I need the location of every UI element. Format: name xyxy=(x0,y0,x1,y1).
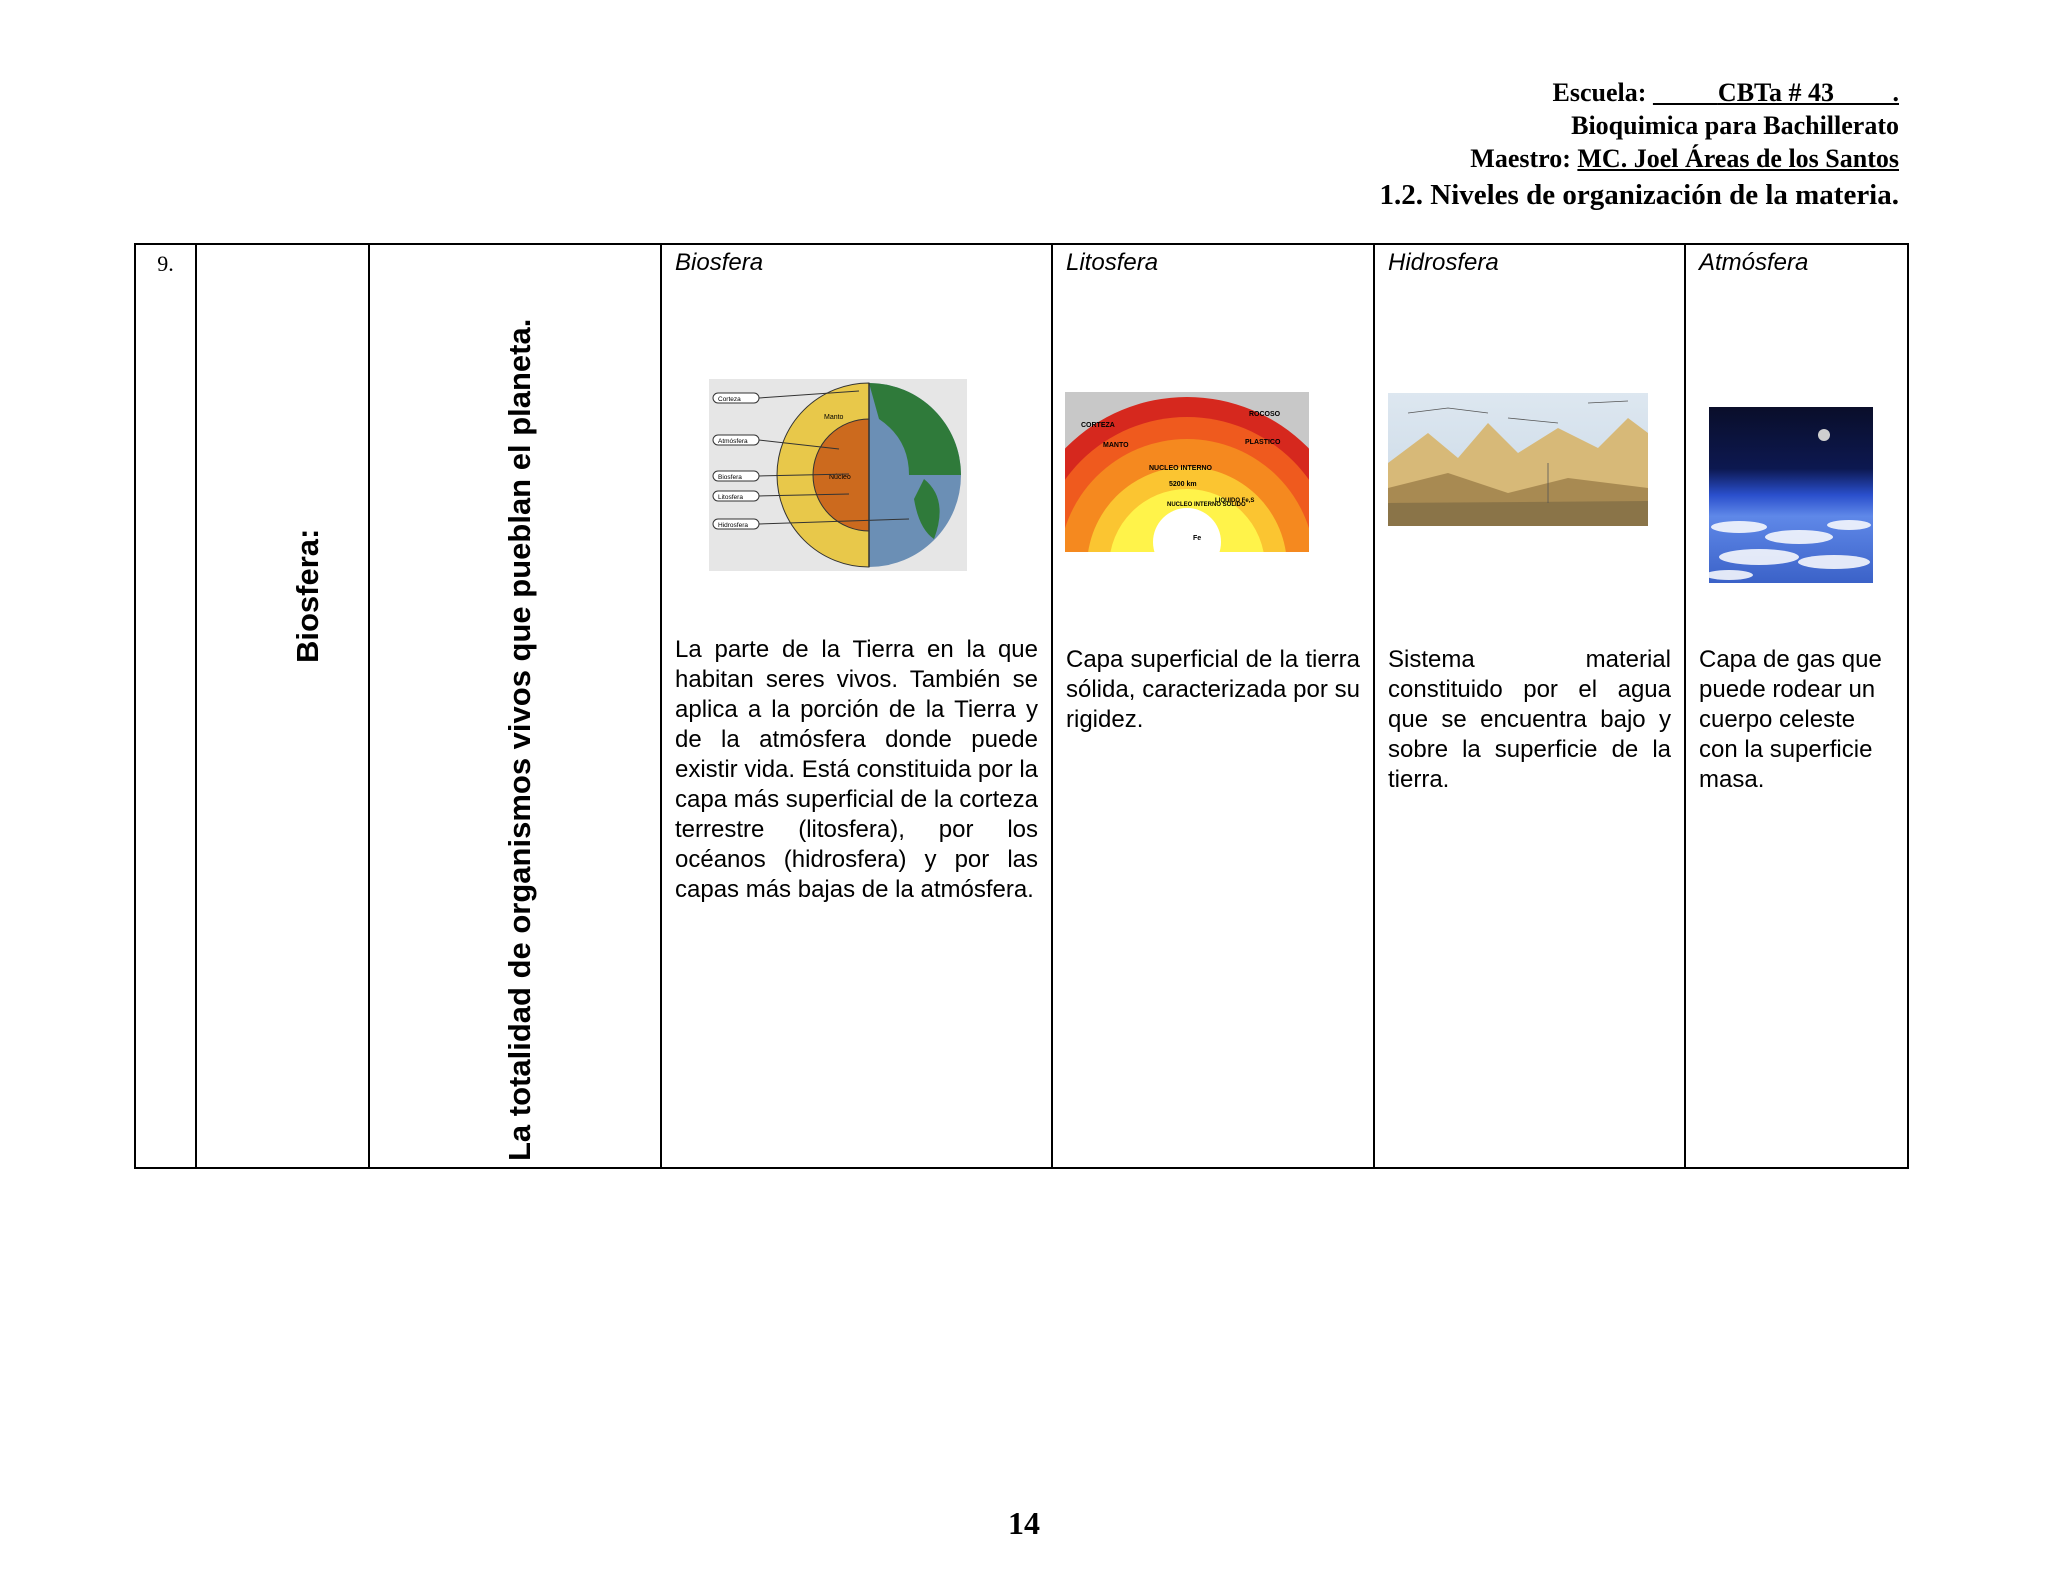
table-row xyxy=(135,244,1908,1168)
col-litosfera xyxy=(1052,244,1374,1168)
earth-core-image xyxy=(1065,392,1309,552)
subject-line: Bioquimica para Bachillerato xyxy=(1571,111,1899,140)
col-hidrosfera-title: Hidrosfera xyxy=(1388,249,1499,276)
liquido-label: LIQUIDO Fe,S xyxy=(1215,498,1255,504)
fe-label: Fe xyxy=(1193,535,1202,542)
nucleo-solido-label: NUCLEO INTERNO SOLIDO xyxy=(1167,502,1246,508)
row-number: 9. xyxy=(135,244,196,1168)
litosfera-label: Litosfera xyxy=(718,494,743,501)
school-label: Escuela: xyxy=(1552,78,1647,107)
col-biosfera-text: La parte de la Tierra en la que habitan seres vivos. También se aplica a la porción de la Tierra y de la atmósfera donde puede existir vida. Está constituida por la capa más superficial de la corteza terrestre (litosfera), por los océanos (hidrosfera) y por las capas más bajas de la atmósfera. xyxy=(675,636,1038,903)
teacher-value: MC. Joel Áreas de los Santos xyxy=(1577,144,1899,173)
teacher-label: Maestro: xyxy=(1470,144,1571,173)
hidrosfera-label: Hidrosfera xyxy=(718,522,748,529)
row-name: Biosfera: xyxy=(290,528,325,663)
nucleo-interno-label: NUCLEO INTERNO xyxy=(1149,465,1212,472)
school-value: CBTa # 43 . xyxy=(1717,78,1899,107)
col-biosfera xyxy=(661,244,1052,1168)
atmosfera-label: Atmósfera xyxy=(718,438,748,445)
manto-label: Manto xyxy=(824,414,844,421)
col-hidrosfera-text: Sistema material constituido por el agua que se encuentra bajo y sobre la superficie de la tierra. xyxy=(1388,646,1671,793)
km-label: 5200 km xyxy=(1169,481,1197,488)
document-header xyxy=(1380,76,1900,215)
rocoso-label: ROCOSO xyxy=(1249,411,1281,418)
col-atmosfera xyxy=(1685,244,1908,1168)
atmosphere-image xyxy=(1709,407,1873,583)
earth-layers-image xyxy=(709,379,967,571)
col-atmosfera-text: Capa de gas que puede rodear un cuerpo celeste con la superficie masa. xyxy=(1699,646,1882,793)
plastico-label: PLASTICO xyxy=(1245,439,1281,446)
row-name-cell xyxy=(196,244,369,1168)
section-title: 1.2. Niveles de organización de la materia. xyxy=(1379,179,1899,211)
teacher-line xyxy=(1380,142,1900,175)
row-definition-cell xyxy=(369,244,661,1168)
col-litosfera-text: Capa superficial de la tierra sólida, caracterizada por su rigidez. xyxy=(1066,646,1360,733)
nucleo-label: Núcleo xyxy=(829,474,851,481)
col-hidrosfera xyxy=(1374,244,1685,1168)
col-litosfera-title: Litosfera xyxy=(1066,249,1159,276)
corteza-core-label: CORTEZA xyxy=(1081,422,1115,429)
school-line xyxy=(1380,76,1900,109)
manto-core-label: MANTO xyxy=(1103,442,1129,449)
col-biosfera-title: Biosfera xyxy=(675,249,764,276)
page-number: 14 xyxy=(1008,1505,1040,1541)
col-atmosfera-title: Atmósfera xyxy=(1699,249,1809,276)
biosfera-label: Biosfera xyxy=(718,474,742,481)
water-cycle-image xyxy=(1388,393,1648,526)
row-definition: La totalidad de organismos vivos que pueblan el planeta. xyxy=(502,318,537,1161)
corteza-label: Corteza xyxy=(718,396,741,403)
levels-table xyxy=(134,243,1909,1169)
